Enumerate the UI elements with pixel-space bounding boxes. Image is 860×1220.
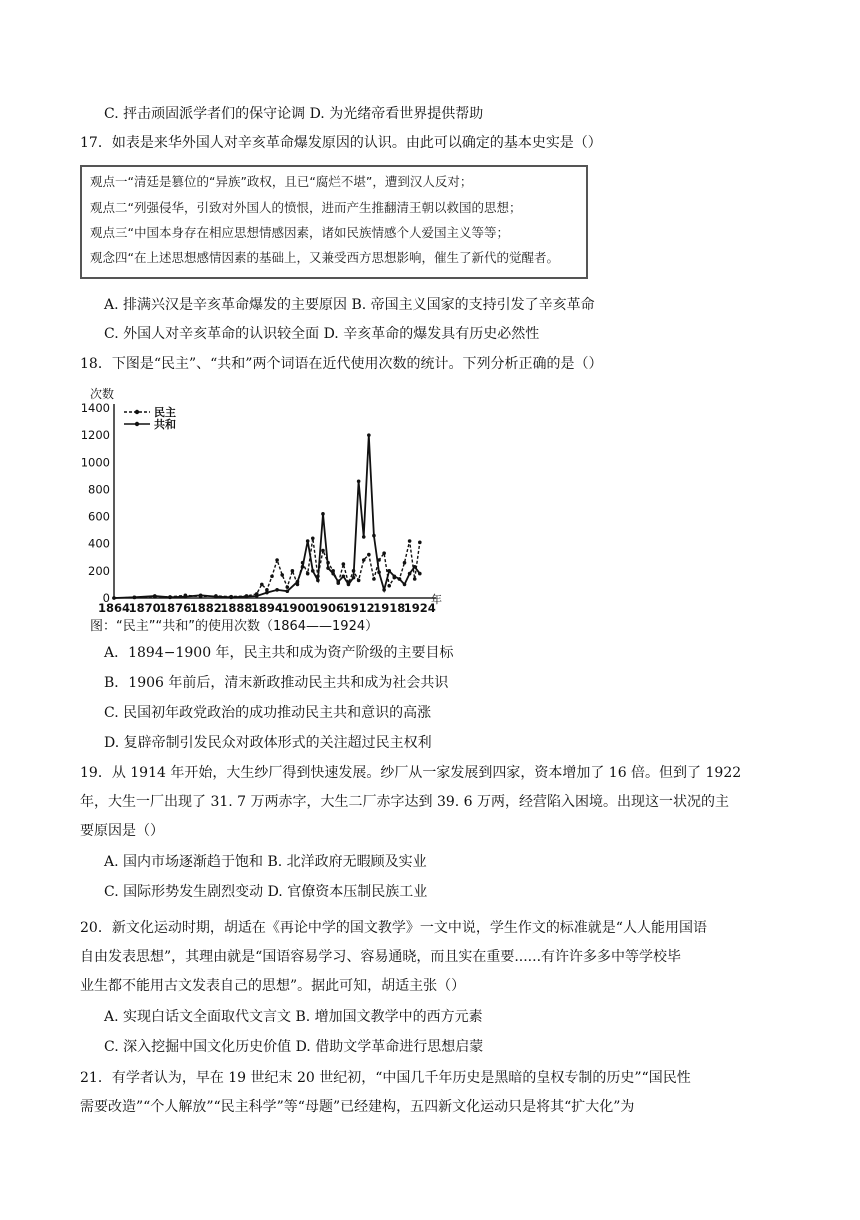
data-point [393, 574, 397, 578]
data-point [367, 553, 371, 557]
y-tick-label: 0 [102, 591, 110, 605]
x-tick-label: 1870 [128, 601, 161, 615]
data-point [372, 577, 376, 581]
data-point [275, 558, 279, 562]
q21-line-2: 需要改造”“个人解放”“民主科学”等“母题”已经建构，五四新文化运动只是将其“扩大化”为 [80, 1099, 635, 1115]
data-point [316, 579, 320, 583]
x-tick-label: 1900 [281, 601, 314, 615]
q17-view-3: 观点三“中国本身存在相应思想情感因素，诸如民族情感个人爱国主义等等； [90, 225, 509, 240]
data-point [321, 549, 325, 553]
data-point [275, 588, 279, 592]
x-tick-label: 1888 [220, 601, 253, 615]
q20-options-ab: A. 实现白话文全面取代文言文 B. 增加国文教学中的西方元素 [104, 1009, 483, 1025]
legend-label: 民主 [154, 406, 176, 419]
q20-line-2: 自由发表思想”，其理由就是“国语容易学习、容易通晓，而且实在重要......有许许多多中等学校毕 [80, 949, 682, 965]
data-point [153, 594, 157, 598]
data-point [285, 585, 289, 589]
data-point [311, 569, 315, 573]
y-tick-label: 1000 [80, 455, 110, 470]
y-tick-label: 1200 [80, 428, 110, 443]
data-point [382, 551, 386, 555]
q18-option-a: A．1894−1900 年，民主共和成为资产阶级的主要目标 [104, 645, 454, 661]
data-point [408, 539, 412, 543]
data-point [387, 569, 391, 573]
x-tick-label: 1912 [342, 601, 375, 615]
usage-line-chart [78, 384, 450, 636]
q18-option-d: D. 复辟帝制引发民众对政体形式的关注超过民主权利 [104, 735, 432, 751]
q19-line-2: 年，大生一厂出现了 31. 7 万两赤字，大生二厂赤字达到 39. 6 万两，经营陷入困境。出现这一状况的主 [80, 794, 730, 810]
series-line-gonghe [114, 435, 420, 598]
q18-stem: 18．下图是“民主”、“共和”两个词语在近代使用次数的统计。下列分析正确的是（） [80, 356, 603, 372]
data-point [245, 595, 249, 599]
y-axis-label: 次数 [90, 387, 115, 401]
data-point [306, 539, 310, 543]
data-point [352, 576, 356, 580]
q20-line-1: 20．新文化运动时期，胡适在《再论中学的国文教学》一文中说，学生作文的标准就是“人人能用国语 [80, 920, 707, 936]
x-tick-label: 1918 [373, 601, 406, 615]
data-point [418, 541, 422, 545]
data-point [184, 595, 188, 599]
data-point [413, 565, 417, 569]
x-axis-label: 年 [431, 593, 442, 606]
data-point [255, 594, 259, 598]
data-point [377, 570, 381, 574]
data-point [229, 596, 233, 600]
chart-series [112, 433, 421, 599]
q16-options-cd: C. 抨击顽固派学者们的保守论调 D. 为光绪帝看世界提供帮助 [104, 106, 484, 122]
data-point [382, 588, 386, 592]
q17-stem: 17．如表是来华外国人对辛亥革命爆发原因的认识。由此可以确定的基本史实是（） [80, 135, 602, 151]
data-point [301, 565, 305, 569]
q19-line-1: 19．从 1914 年开始，大生纱厂得到快速发展。纱厂从一家发展到四家，资本增加了 16 倍。但到了 1922 [80, 765, 742, 781]
data-point [168, 596, 172, 600]
x-tick-label: 1882 [189, 601, 222, 615]
data-point [326, 566, 330, 570]
x-tick-label: 1906 [312, 601, 345, 615]
data-point [265, 591, 269, 595]
legend-label: 共和 [154, 418, 176, 431]
data-point [291, 569, 295, 573]
data-point [199, 593, 203, 597]
data-point [280, 573, 284, 577]
q19-line-3: 要原因是（） [80, 823, 164, 839]
chart-legend [124, 405, 176, 431]
q17-view-1: 观点一“清廷是篡位的“异族”政权，且已“腐烂不堪”，遭到汉人反对； [90, 174, 473, 189]
data-point [398, 577, 402, 581]
y-tick-label: 800 [88, 482, 110, 497]
q20-options-cd: C. 深入挖掘中国文化历史价值 D. 借助文学革命进行思想启蒙 [104, 1039, 484, 1055]
data-point [311, 536, 315, 540]
data-point [270, 574, 274, 578]
chart-caption: 图：“民主”“共和”的使用次数（1864——1924） [90, 619, 379, 634]
data-point [285, 589, 289, 593]
y-tick-label: 200 [88, 563, 110, 578]
data-point [367, 433, 371, 437]
x-tick-label: 1876 [159, 601, 192, 615]
data-point [331, 572, 335, 576]
data-point [418, 572, 422, 576]
data-point [387, 584, 391, 588]
data-point [413, 577, 417, 581]
data-point [133, 596, 137, 600]
q20-line-3: 业生都不能用古文发表自己的思想”。据此可知，胡适主张（） [80, 978, 466, 994]
x-tick-label: 1894 [250, 601, 283, 615]
q17-view-2: 观点二“列强侵华，引致对外国人的愤恨，进而产生推翻清王朝以救国的思想； [90, 200, 522, 215]
data-point [372, 534, 376, 538]
q17-options-cd: C. 外国人对辛亥革命的认识较全面 D. 辛亥革命的爆发具有历史必然性 [104, 326, 540, 342]
data-point [214, 595, 218, 599]
data-point [342, 574, 346, 578]
data-point [112, 596, 116, 600]
data-point [296, 580, 300, 584]
x-tick-label: 1864 [97, 601, 131, 615]
q17-options-ab: A. 排满兴汉是辛亥革命爆发的主要原因 B. 帝国主义国家的支持引发了辛亥革命 [104, 297, 595, 313]
data-point [321, 512, 325, 516]
x-tick-label: 1924 [403, 601, 436, 615]
data-point [357, 479, 361, 483]
data-point [260, 583, 264, 587]
data-point [362, 535, 366, 539]
q19-options-ab: A. 国内市场逐渐趋于饱和 B. 北洋政府无暇顾及实业 [104, 854, 427, 870]
q17-view-4: 观念四“在上述思想感情因素的基础上，又兼受西方思想影响，催生了新代的觉醒者。 [90, 250, 559, 265]
legend-marker [135, 422, 139, 426]
data-point [403, 583, 407, 587]
data-point [357, 579, 361, 583]
data-point [336, 580, 340, 584]
data-point [408, 572, 412, 576]
data-point [403, 561, 407, 565]
data-point [342, 562, 346, 566]
q19-options-cd: C. 国际形势发生剧烈变动 D. 官僚资本压制民族工业 [104, 884, 428, 900]
legend-marker [135, 410, 139, 414]
y-tick-label: 600 [88, 509, 110, 524]
q17-views-table [80, 165, 588, 279]
y-tick-label: 1400 [80, 401, 110, 415]
q21-line-1: 21．有学者认为，早在 19 世纪末 20 世纪初，“中国几千年历史是黑暗的皇权专制的历史”“国民性 [80, 1070, 691, 1086]
data-point [306, 572, 310, 576]
q18-option-c: C. 民国初年政党政治的成功推动民主共和意识的高涨 [104, 705, 432, 721]
data-point [347, 583, 351, 587]
data-point [362, 558, 366, 562]
y-tick-label: 400 [88, 536, 110, 551]
q18-option-b: B．1906 年前后，清末新政推动民主共和成为社会共识 [104, 675, 449, 691]
